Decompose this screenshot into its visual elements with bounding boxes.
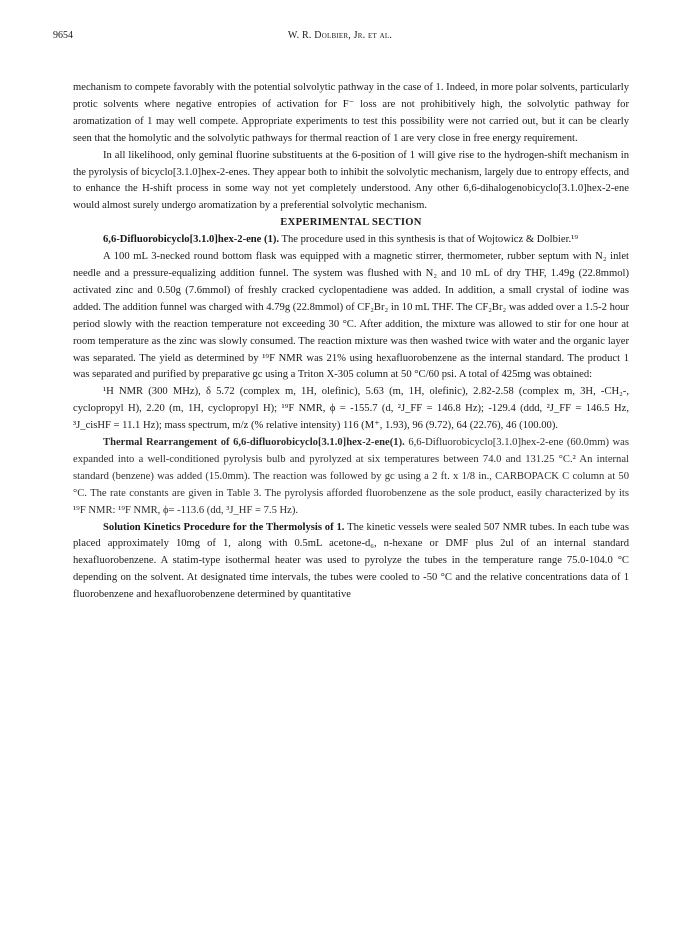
kinetics-heading: Solution Kinetics Procedure for the Thermolysis of 1. [103, 521, 345, 533]
running-head: W. R. Dolbier, Jr. et al. [287, 30, 393, 41]
paragraph-procedure: A 100 mL 3-necked round bottom flask was equipped with a magnetic stirrer, thermometer, rubber septum with N₂ inlet needle and a pressure-equalizing addition funnel. The system was flushed with N₂ and 10 mL of dry THF, 1.49g (22.8mmol) activated zinc and 0.50g (7.6mmol) of freshly cracked cyclopentadiene was added. In addition, a small crystal of iodine was added. The addition funnel was charged with 4.79g (22.8mmol) of CF₂Br₂ in 10 mL THF. The CF₂Br₂ was added over a 1.5-2 hour period slowly with the reaction temperature not exceeding 30 °C. After addition, the mixture was allowed to stir for one hour at room temperature as the zinc was slowly consumed. The reaction mixture was then washed twice with water and the organic layer was separated. The yield as determined by ¹⁹F NMR was 21% using hexafluorobenzene as the internal standard. The product 1 was separated and purified by preparative gc using a Triton X-305 column at 50 °C/60 psi. A total of 425mg was obtained: [73, 251, 629, 381]
page-number: 9654 [53, 30, 73, 41]
page-header [0, 30, 680, 46]
paragraph-spectra: ¹H NMR (300 MHz), δ 5.72 (complex m, 1H, olefinic), 5.63 (m, 1H, olefinic), 2.82-2.58 (complex m, 3H, -CH₂-, cyclopropyl H), 2.20 (m, 1H, cyclopropyl H); ¹⁹F NMR, ϕ = -155.7 (d, ²J_FF = 146.8 Hz); -129.4 (ddd, ²J_FF = 146.5 Hz, ³J_cisHF = 11.1 Hz); mass spectrum, m/z (% relative intensity) 116 (M⁺, 1.93), 96 (9.72), 64 (22.76), 46 (100.00). [73, 386, 629, 432]
thermal-heading: Thermal Rearrangement of 6,6-difluorobicyclo[3.1.0]hex-2-ene(1). [103, 437, 405, 449]
compound-heading: 6,6-Difluorobicyclo[3.1.0]hex-2-ene (1). [103, 234, 280, 246]
paragraph-likelihood: In all likelihood, only geminal fluorine substituents at the 6-position of 1 will give rise to the hydrogen-shift mechanism in the pyrolysis of bicyclo[3.1.0]hex-2-enes. They appear both to inhibit the solvolytic mechanism, largely due to entropy effects, and to enhance the H-shift process in some way not yet completely understood. Any other 6,6-dihalogenobicyclo[3.1.0]hex-2-ene would almost surely undergo aromatization by a preferential solvolytic mechanism. [73, 149, 629, 212]
page-body [73, 80, 629, 604]
paragraph-synthesis-heading [73, 232, 629, 249]
paragraph-mechanism: mechanism to compete favorably with the potential solvolytic pathway in the case of 1. Indeed, in more polar solvents, particularly protic solvents where negative entropies of activation for F⁻ loss are not prohibitively high, the solvolytic pathway for aromatization of 1 may well compete. Appropriate experiments to test this possibility were not carried out, but it can be clearly seen that the homolytic and the solvolytic pathways for thermal reaction of 1 are very close in free energy requirement. [73, 82, 629, 144]
thermal-text: 6,6-Difluorobicyclo[3.1.0]hex-2-ene (60.0mm) was expanded into a well-conditioned pyrolysis bulb and pyrolyzed at six temperatures between 74.0 and 131.25 °C.² An internal standard (benzene) was added (15.0mm). The reaction was followed by gc using a 2 ft. x 1/8 in., CARBOPACK C column at 50 °C. The rate constants are given in Table 3. The pyrolysis afforded fluorobenzene as the sole product, easily characterized by its ¹⁹F NMR: ¹⁹F NMR, ϕ= -113.6 (dd, ³J_HF = 7.5 Hz). [73, 437, 630, 516]
paragraph-solution-kinetics [73, 520, 629, 605]
kinetics-text: The kinetic vessels were sealed 507 NMR tubes. In each tube was placed approximately 10mg of 1, along with 0.5mL acetone-d₆, n-hexane or DMF plus 2ul of an internal standard hexafluorobenzene. A statim-type isothermal heater was used to pyrolyze the tubes in the temperature range 75.0-104.0 °C depending on the solvent. At designated time intervals, the tubes were cooled to -50 °C and the relative concentrations data of 1 fluorobenzene and hexafluorobenzene determined by quantitative [73, 521, 630, 601]
section-title: EXPERIMENTAL SECTION [280, 217, 422, 229]
paragraph-thermal-rearrangement [73, 435, 629, 520]
synthesis-reference: The procedure used in this synthesis is that of Wojtowicz & Dolbier.¹⁹ [281, 234, 579, 246]
